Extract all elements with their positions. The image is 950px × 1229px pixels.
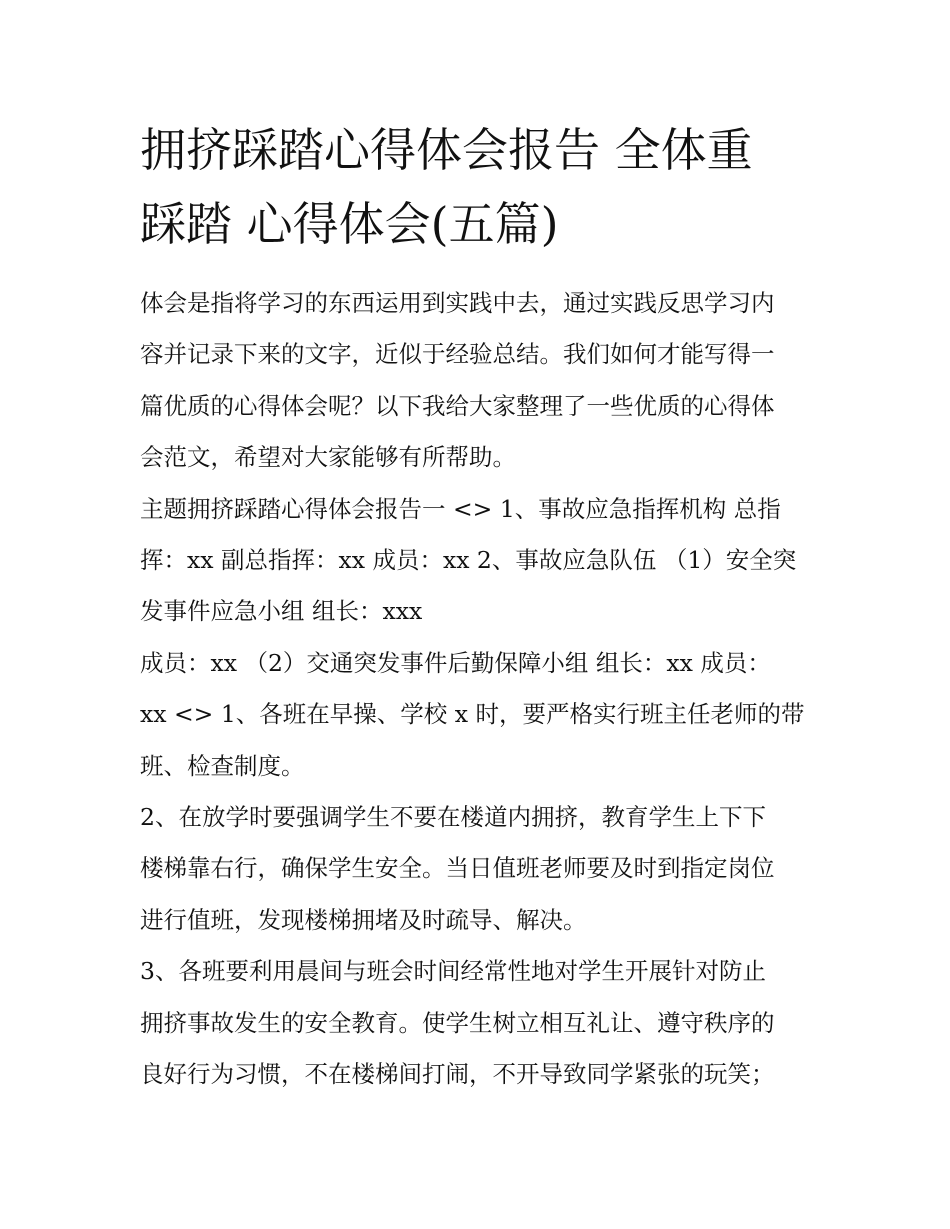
- paragraph-item-3: [140, 946, 820, 1100]
- title-line: 拥挤踩踏心得体会报告 全体重: [140, 123, 753, 177]
- paragraph-command-structure: [140, 484, 820, 638]
- document-content: [140, 113, 820, 1101]
- text-line: 挥：xx 副总指挥：xx 成员：xx 2、事故应急队伍 （1）安全突: [140, 546, 797, 575]
- text-line: 班、检查制度。: [140, 751, 305, 780]
- paragraph-item-2: [140, 792, 820, 946]
- text-line: 楼梯靠右行，确保学生安全。当日值班老师要及时到指定岗位: [140, 854, 775, 883]
- text-line: 成员：xx （2）交通突发事件后勤保障小组 组长：xx 成员：: [140, 648, 771, 677]
- text-line: 良好行为习惯，不在楼梯间打闹，不开导致同学紧张的玩笑；: [140, 1060, 775, 1089]
- text-line: 3、各班要利用晨间与班会时间经常性地对学生开展针对防止: [140, 957, 766, 986]
- text-line: 2、在放学时要强调学生不要在楼道内拥挤，教育学生上下下: [140, 803, 766, 832]
- text-line: 容并记录下来的文字，近似于经验总结。我们如何才能写得一: [140, 340, 775, 369]
- title-line: 踩踏 心得体会(五篇): [140, 197, 559, 251]
- text-line: 发事件应急小组 组长：xxx: [140, 597, 423, 626]
- text-line: 拥挤事故发生的安全教育。使学生树立相互礼让、遵守秩序的: [140, 1008, 775, 1037]
- document-title: [140, 113, 820, 261]
- text-line: 体会是指将学习的东西运用到实践中去，通过实践反思学习内: [140, 289, 775, 317]
- text-line: xx <> 1、各班在早操、学校 x 时，要严格实行班主任老师的带: [140, 700, 805, 729]
- paragraph-members: [140, 638, 820, 792]
- document-body: [140, 278, 820, 1101]
- text-line: 主题拥挤踩踏心得体会报告一 <> 1、事故应急指挥机构 总指: [140, 494, 781, 523]
- text-line: 进行值班，发现楼梯拥堵及时疏导、解决。: [140, 905, 587, 934]
- paragraph-intro: [140, 278, 820, 484]
- text-line: 会范文，希望对大家能够有所帮助。: [140, 443, 516, 472]
- text-line: 篇优质的心得体会呢？以下我给大家整理了一些优质的心得体: [140, 391, 775, 420]
